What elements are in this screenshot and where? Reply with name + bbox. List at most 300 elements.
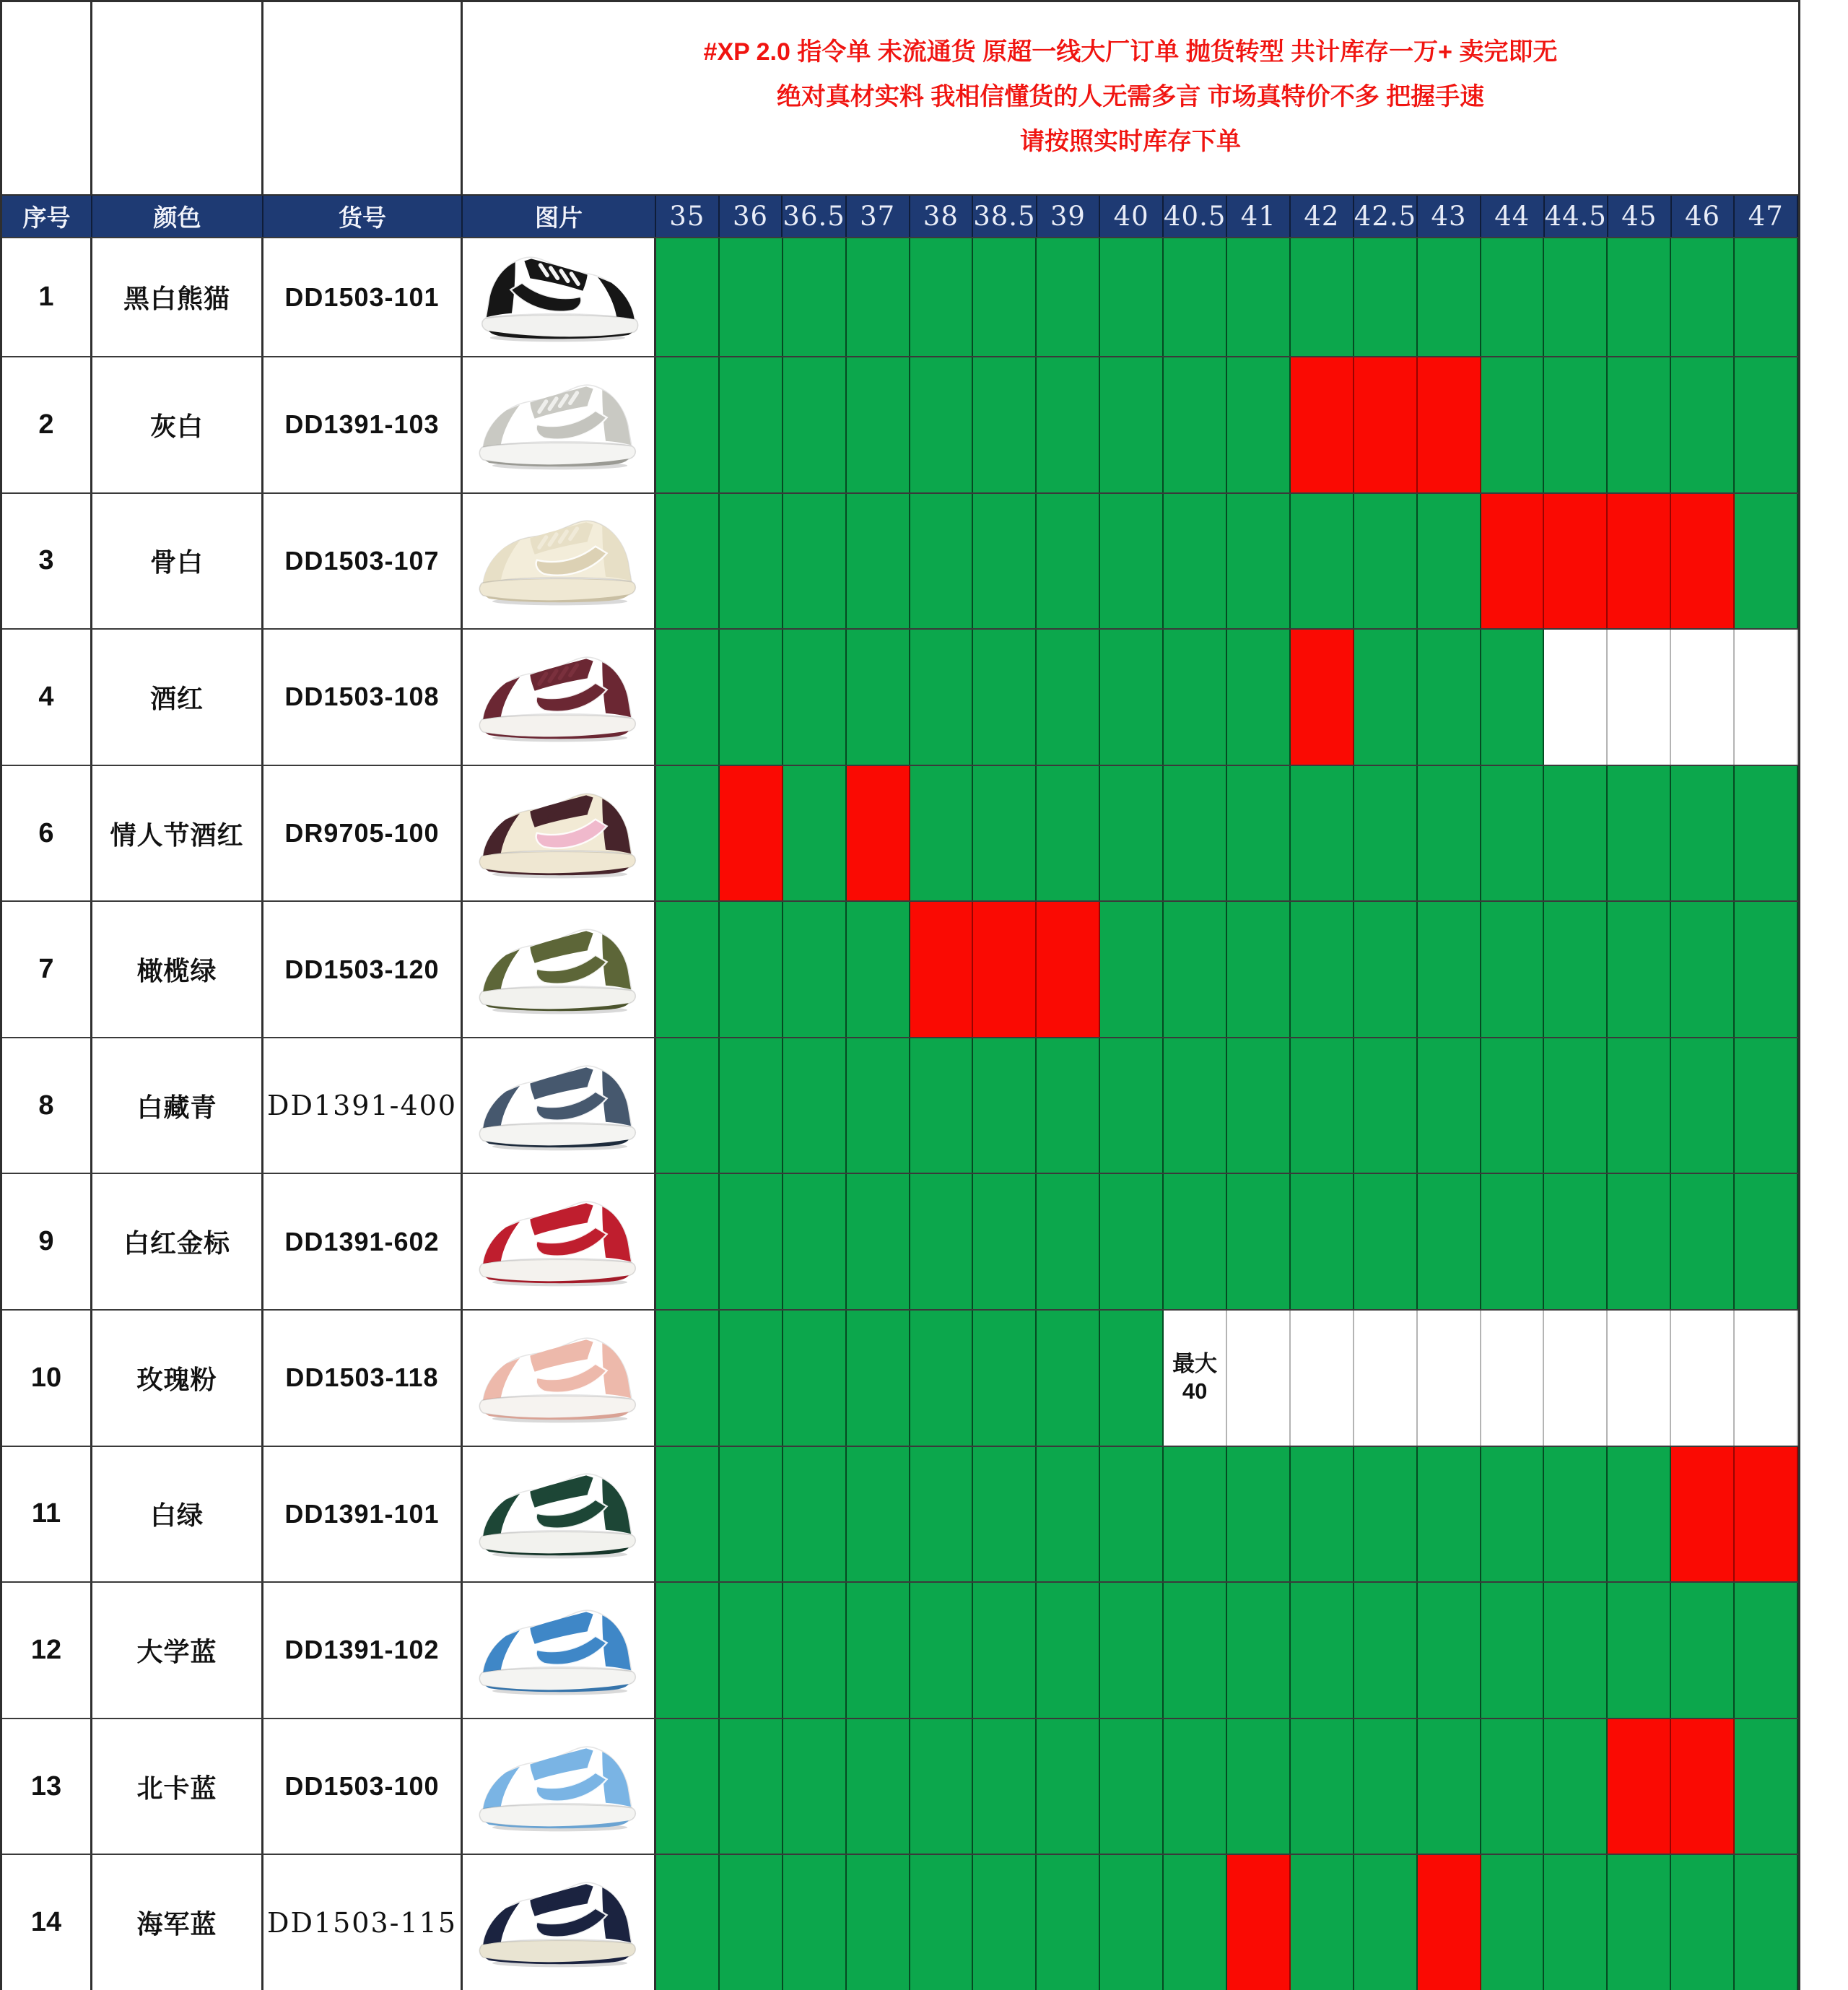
stock-cell-size-36.5 — [783, 1311, 847, 1446]
stock-cell-size-40.5 — [1164, 1311, 1227, 1446]
stock-cell-size-43 — [1418, 766, 1481, 901]
colorway-name-label: 海军蓝 — [136, 1909, 217, 1939]
stock-cell-size-36 — [720, 357, 783, 492]
stock-cell-size-43 — [1418, 630, 1481, 765]
stock-cell-size-45 — [1608, 1855, 1671, 1990]
colorway-name — [92, 766, 263, 901]
stock-cell-size-42 — [1291, 1311, 1354, 1446]
stock-cell-size-38.5 — [973, 1038, 1037, 1173]
sku-code — [263, 630, 463, 765]
table-row — [2, 765, 1798, 901]
stock-cell-size-39 — [1037, 494, 1100, 629]
colorway-name — [92, 1583, 263, 1718]
stock-cell-size-38 — [910, 357, 974, 492]
sku-code — [263, 1447, 463, 1582]
row-index — [2, 1038, 92, 1173]
sku-code — [263, 1038, 463, 1173]
stock-cell-size-42 — [1291, 1719, 1354, 1854]
stock-cell-size-40 — [1100, 1447, 1164, 1582]
shoe-image — [473, 1329, 645, 1427]
stock-cell-size-36 — [720, 1855, 783, 1990]
stock-cell-size-35 — [656, 630, 720, 765]
stock-cell-size-36.5 — [783, 766, 847, 901]
sku-code — [263, 1174, 463, 1309]
row-index-label: 1 — [38, 282, 54, 312]
colorway-name — [92, 494, 263, 629]
stock-cell-size-38 — [910, 238, 974, 356]
row-index — [2, 630, 92, 765]
stock-cell-size-40.5 — [1164, 1038, 1227, 1173]
stock-cell-size-46 — [1671, 1583, 1735, 1718]
stock-cell-size-47 — [1735, 1311, 1798, 1446]
stock-cell-size-35 — [656, 1174, 720, 1309]
stock-cell-size-42.5 — [1354, 902, 1418, 1037]
product-image-cell — [463, 1447, 656, 1582]
stock-cell-size-40.5 — [1164, 1583, 1227, 1718]
row-index-label: 10 — [30, 1362, 62, 1393]
colorway-name-label: 情人节酒红 — [110, 820, 244, 850]
colorway-name — [92, 1311, 263, 1446]
stock-cell-size-46 — [1671, 1719, 1735, 1854]
stock-cell-size-44.5 — [1544, 1311, 1608, 1446]
stock-cell-size-45 — [1608, 494, 1671, 629]
stock-cell-size-40.5 — [1164, 1719, 1227, 1854]
row-index-label: 8 — [38, 1090, 54, 1121]
table-row — [2, 237, 1798, 356]
stock-cell-size-37 — [847, 630, 910, 765]
table-row — [2, 1581, 1798, 1718]
stock-cell-size-37 — [847, 1447, 910, 1582]
stock-cell-size-44.5 — [1544, 902, 1608, 1037]
product-image-cell — [463, 357, 656, 492]
top-empty-cell-index — [2, 2, 92, 194]
stock-cell-size-42 — [1291, 902, 1354, 1037]
stock-cell-size-36 — [720, 630, 783, 765]
stock-cell-size-35 — [656, 902, 720, 1037]
size-column-header: 39 — [1037, 196, 1101, 237]
stock-cell-size-44 — [1481, 1038, 1545, 1173]
stock-cell-size-46 — [1671, 1174, 1735, 1309]
stock-cell-size-38 — [910, 1038, 974, 1173]
size-column-header: 44.5 — [1545, 196, 1608, 237]
stock-cell-size-41 — [1227, 1447, 1291, 1582]
stock-cell-size-38.5 — [973, 1583, 1037, 1718]
stock-cell-size-46 — [1671, 630, 1735, 765]
sku-code-label: DD1503-108 — [284, 682, 440, 712]
stock-cell-size-40 — [1100, 630, 1164, 765]
stock-cell-size-40.5 — [1164, 1855, 1227, 1990]
stock-cell-size-42.5 — [1354, 238, 1418, 356]
stock-cell-size-40 — [1100, 357, 1164, 492]
stock-cell-size-46 — [1671, 1855, 1735, 1990]
stock-cell-size-40.5 — [1164, 1447, 1227, 1582]
stock-cell-size-37 — [847, 1855, 910, 1990]
stock-cell-size-39 — [1037, 1855, 1100, 1990]
stock-cell-size-38 — [910, 766, 974, 901]
stock-cell-size-39 — [1037, 1583, 1100, 1718]
sku-code-label: DD1391-102 — [284, 1635, 440, 1665]
stock-cell-size-38.5 — [973, 766, 1037, 901]
shoe-image — [473, 1602, 645, 1699]
table-row — [2, 356, 1798, 492]
stock-cell-size-44.5 — [1544, 630, 1608, 765]
stock-cell-size-38.5 — [973, 1719, 1037, 1854]
shoe-image — [473, 1193, 645, 1290]
stock-cell-size-45 — [1608, 1174, 1671, 1309]
stock-cell-size-40 — [1100, 494, 1164, 629]
row-index — [2, 1311, 92, 1446]
stock-cell-size-41 — [1227, 1855, 1291, 1990]
stock-cell-size-38 — [910, 1583, 974, 1718]
size-column-header: 42.5 — [1354, 196, 1418, 237]
size-column-header: 47 — [1735, 196, 1798, 237]
row-index — [2, 1174, 92, 1309]
stock-cell-size-38 — [910, 1174, 974, 1309]
product-image-cell — [463, 1174, 656, 1309]
stock-cell-size-45 — [1608, 766, 1671, 901]
stock-cell-size-40.5 — [1164, 238, 1227, 356]
stock-cell-size-36.5 — [783, 1174, 847, 1309]
stock-cell-size-41 — [1227, 1719, 1291, 1854]
colorway-name — [92, 1855, 263, 1990]
size-column-header: 41 — [1227, 196, 1291, 237]
stock-cell-size-42.5 — [1354, 1855, 1418, 1990]
stock-cell-size-45 — [1608, 1719, 1671, 1854]
stock-cell-size-40.5 — [1164, 357, 1227, 492]
row-index — [2, 766, 92, 901]
stock-cell-size-47 — [1735, 1583, 1798, 1718]
colorway-name — [92, 1174, 263, 1309]
stock-cell-size-44 — [1481, 238, 1545, 356]
stock-cell-size-40 — [1100, 238, 1164, 356]
stock-cell-size-39 — [1037, 357, 1100, 492]
stock-cell-size-37 — [847, 1583, 910, 1718]
stock-cell-size-38.5 — [973, 238, 1037, 356]
size-column-header: 38 — [910, 196, 974, 237]
colorway-name-label: 黑白熊猫 — [123, 284, 230, 313]
top-empty-cell-sku — [263, 2, 463, 194]
stock-cell-size-44 — [1481, 902, 1545, 1037]
header-sku: 货号 — [263, 196, 463, 237]
stock-cell-size-38 — [910, 1719, 974, 1854]
size-column-header: 42 — [1291, 196, 1354, 237]
table-row — [2, 1446, 1798, 1582]
stock-cell-size-36 — [720, 1719, 783, 1854]
stock-cell-size-38 — [910, 1311, 974, 1446]
stock-cell-size-44.5 — [1544, 1447, 1608, 1582]
colorway-name — [92, 1719, 263, 1854]
stock-cell-size-41 — [1227, 766, 1291, 901]
colorway-name-label: 酒红 — [149, 683, 204, 713]
stock-cell-size-42 — [1291, 1174, 1354, 1309]
stock-cell-size-44 — [1481, 630, 1545, 765]
row-index — [2, 902, 92, 1037]
stock-cell-size-44.5 — [1544, 766, 1608, 901]
stock-cell-size-42.5 — [1354, 494, 1418, 629]
stock-cell-size-36 — [720, 902, 783, 1037]
stock-cell-size-47 — [1735, 1855, 1798, 1990]
stock-cell-size-44 — [1481, 1311, 1545, 1446]
stock-cell-size-38 — [910, 1447, 974, 1582]
stock-cell-size-41 — [1227, 1311, 1291, 1446]
stock-cell-size-44 — [1481, 357, 1545, 492]
stock-cell-size-39 — [1037, 1719, 1100, 1854]
product-image-cell — [463, 630, 656, 765]
stock-cell-size-37 — [847, 494, 910, 629]
stock-cell-size-40 — [1100, 902, 1164, 1037]
stock-cell-size-41 — [1227, 630, 1291, 765]
row-index-label: 2 — [38, 409, 54, 440]
stock-cell-size-43 — [1418, 1311, 1481, 1446]
stock-cell-size-38.5 — [973, 902, 1037, 1037]
table-row — [2, 1173, 1798, 1309]
stock-cell-size-42 — [1291, 238, 1354, 356]
size-column-header: 46 — [1672, 196, 1735, 237]
stock-cell-size-42 — [1291, 1855, 1354, 1990]
stock-cell-size-42 — [1291, 766, 1354, 901]
stock-cell-size-37 — [847, 357, 910, 492]
header-index: 序号 — [2, 196, 92, 237]
stock-cell-size-46 — [1671, 238, 1735, 356]
product-image-cell — [463, 1583, 656, 1718]
stock-cell-size-40.5 — [1164, 766, 1227, 901]
stock-cell-size-42.5 — [1354, 1038, 1418, 1173]
stock-cell-size-36 — [720, 766, 783, 901]
product-image-cell — [463, 766, 656, 901]
stock-cell-size-38.5 — [973, 1855, 1037, 1990]
colorway-name-label: 白绿 — [149, 1500, 204, 1531]
row-index — [2, 238, 92, 356]
stock-cell-size-41 — [1227, 357, 1291, 492]
stock-cell-size-43 — [1418, 238, 1481, 356]
stock-cell-size-47 — [1735, 1719, 1798, 1854]
stock-cell-size-42.5 — [1354, 1583, 1418, 1718]
product-image-cell — [463, 1855, 656, 1990]
stock-cell-size-36.5 — [783, 1038, 847, 1173]
size-column-header: 35 — [656, 196, 720, 237]
stock-cell-size-43 — [1418, 902, 1481, 1037]
product-image-cell — [463, 1719, 656, 1854]
row-index — [2, 494, 92, 629]
sku-code-label: DD1503-101 — [284, 282, 440, 312]
max-size-note-line1: 最大 — [1172, 1351, 1218, 1377]
stock-cell-size-40 — [1100, 1311, 1164, 1446]
row-index — [2, 1719, 92, 1854]
colorway-name-label: 玫瑰粉 — [136, 1364, 217, 1394]
colorway-name — [92, 357, 263, 492]
max-size-note-line2: 40 — [1182, 1378, 1208, 1404]
stock-cell-size-42.5 — [1354, 1311, 1418, 1446]
stock-cell-size-40.5 — [1164, 1174, 1227, 1309]
stock-cell-size-42.5 — [1354, 357, 1418, 492]
stock-cell-size-39 — [1037, 1311, 1100, 1446]
table-row — [2, 1309, 1798, 1446]
shoe-image — [473, 1057, 645, 1155]
row-index-label: 7 — [38, 954, 54, 985]
stock-cell-size-44 — [1481, 1447, 1545, 1582]
stock-cell-size-45 — [1608, 1583, 1671, 1718]
stock-cell-size-41 — [1227, 902, 1291, 1037]
notice-banner — [463, 2, 1798, 194]
colorway-name — [92, 630, 263, 765]
product-image-cell — [463, 1038, 656, 1173]
sku-code-label: DD1391-602 — [284, 1226, 440, 1256]
stock-cell-size-46 — [1671, 766, 1735, 901]
top-zone — [2, 2, 1798, 194]
stock-cell-size-47 — [1735, 1174, 1798, 1309]
stock-cell-size-44 — [1481, 494, 1545, 629]
row-index-label: 12 — [30, 1634, 62, 1665]
colorway-name-label: 北卡蓝 — [136, 1773, 217, 1803]
stock-cell-size-36.5 — [783, 1447, 847, 1582]
stock-cell-size-40 — [1100, 766, 1164, 901]
sku-code — [263, 1855, 463, 1990]
product-image-cell — [463, 238, 656, 356]
stock-cell-size-47 — [1735, 1447, 1798, 1582]
stock-cell-size-42.5 — [1354, 766, 1418, 901]
stock-cell-size-38.5 — [973, 1311, 1037, 1446]
stock-cell-size-37 — [847, 1311, 910, 1446]
stock-cell-size-36.5 — [783, 1583, 847, 1718]
stock-cell-size-42 — [1291, 357, 1354, 492]
stock-cell-size-35 — [656, 1855, 720, 1990]
sku-code — [263, 1583, 463, 1718]
stock-cell-size-47 — [1735, 630, 1798, 765]
stock-cell-size-38 — [910, 630, 974, 765]
stock-cell-size-36 — [720, 1038, 783, 1173]
stock-cell-size-35 — [656, 357, 720, 492]
stock-cell-size-43 — [1418, 1583, 1481, 1718]
stock-cell-size-36 — [720, 1583, 783, 1718]
stock-cell-size-46 — [1671, 1038, 1735, 1173]
size-column-header: 45 — [1608, 196, 1672, 237]
stock-cell-size-46 — [1671, 357, 1735, 492]
shoe-image — [473, 512, 645, 609]
colorway-name-label: 灰白 — [149, 411, 204, 441]
colorway-name — [92, 1447, 263, 1582]
stock-cell-size-44.5 — [1544, 494, 1608, 629]
stock-cell-size-45 — [1608, 630, 1671, 765]
stock-cell-size-36 — [720, 1174, 783, 1309]
stock-cell-size-42 — [1291, 1038, 1354, 1173]
stock-cell-size-39 — [1037, 238, 1100, 356]
stock-cell-size-35 — [656, 1038, 720, 1173]
stock-cell-size-42.5 — [1354, 630, 1418, 765]
stock-cell-size-36.5 — [783, 1719, 847, 1854]
row-index-label: 9 — [38, 1226, 54, 1257]
stock-cell-size-47 — [1735, 766, 1798, 901]
sku-code-label: DD1391-101 — [284, 1498, 440, 1529]
row-index — [2, 1855, 92, 1990]
table-row — [2, 1718, 1798, 1854]
stock-cell-size-47 — [1735, 494, 1798, 629]
stock-cell-size-36.5 — [783, 902, 847, 1037]
colorway-name — [92, 1038, 263, 1173]
colorway-name-label: 白红金标 — [123, 1228, 230, 1259]
stock-cell-size-44.5 — [1544, 1583, 1608, 1718]
stock-cell-size-43 — [1418, 1855, 1481, 1990]
stock-cell-size-40.5 — [1164, 902, 1227, 1037]
stock-cell-size-37 — [847, 238, 910, 356]
stock-cell-size-45 — [1608, 1447, 1671, 1582]
row-index — [2, 357, 92, 492]
page-right-margin — [1800, 0, 1848, 1990]
stock-cell-size-45 — [1608, 357, 1671, 492]
stock-cell-size-41 — [1227, 494, 1291, 629]
table-row — [2, 1037, 1798, 1173]
colorway-name-label: 骨白 — [149, 547, 204, 578]
stock-cell-size-43 — [1418, 1447, 1481, 1582]
stock-cell-size-40.5 — [1164, 630, 1227, 765]
stock-cell-size-36.5 — [783, 494, 847, 629]
stock-cell-size-44 — [1481, 766, 1545, 901]
stock-cell-size-36 — [720, 1311, 783, 1446]
stock-cell-size-42 — [1291, 1447, 1354, 1582]
shoe-image — [473, 1874, 645, 1971]
stock-cell-size-41 — [1227, 1038, 1291, 1173]
colorway-name-label: 大学蓝 — [136, 1636, 217, 1667]
sku-code — [263, 1311, 463, 1446]
stock-cell-size-42.5 — [1354, 1174, 1418, 1309]
stock-cell-size-39 — [1037, 902, 1100, 1037]
sku-code-label: DD1391-400 — [266, 1090, 457, 1122]
stock-cell-size-44.5 — [1544, 1855, 1608, 1990]
size-column-header: 40.5 — [1164, 196, 1227, 237]
row-index-label: 3 — [38, 545, 54, 576]
stock-cell-size-45 — [1608, 902, 1671, 1037]
shoe-image — [473, 248, 645, 346]
stock-cell-size-40 — [1100, 1583, 1164, 1718]
stock-cell-size-38.5 — [973, 494, 1037, 629]
stock-cell-size-36.5 — [783, 630, 847, 765]
stock-cell-size-35 — [656, 766, 720, 901]
notice-line-1: #XP 2.0 指令单 未流通货 原超一线大厂订单 抛货转型 共计库存一万+ 卖完即无 — [703, 38, 1558, 66]
stock-cell-size-45 — [1608, 238, 1671, 356]
shoe-image — [473, 1738, 645, 1835]
shoe-image — [473, 1465, 645, 1563]
stock-cell-size-35 — [656, 1583, 720, 1718]
stock-cell-size-38 — [910, 494, 974, 629]
sku-code-label: DR9705-100 — [284, 818, 440, 848]
stock-cell-size-38.5 — [973, 1447, 1037, 1582]
table-row — [2, 628, 1798, 765]
stock-cell-size-43 — [1418, 1174, 1481, 1309]
stock-cell-size-38 — [910, 902, 974, 1037]
stock-cell-size-44.5 — [1544, 1174, 1608, 1309]
stock-cell-size-35 — [656, 494, 720, 629]
stock-cell-size-37 — [847, 902, 910, 1037]
stock-cell-size-44 — [1481, 1583, 1545, 1718]
size-column-header: 36 — [720, 196, 783, 237]
stock-cell-size-39 — [1037, 766, 1100, 901]
colorway-name — [92, 238, 263, 356]
colorway-name — [92, 902, 263, 1037]
stock-cell-size-43 — [1418, 1038, 1481, 1173]
size-column-header: 36.5 — [783, 196, 846, 237]
sku-code — [263, 766, 463, 901]
stock-cell-size-42 — [1291, 1583, 1354, 1718]
product-image-cell — [463, 902, 656, 1037]
stock-cell-size-37 — [847, 766, 910, 901]
row-index — [2, 1447, 92, 1582]
stock-cell-size-36 — [720, 238, 783, 356]
stock-cell-size-46 — [1671, 1311, 1735, 1446]
stock-cell-size-38.5 — [973, 630, 1037, 765]
row-index-label: 14 — [30, 1907, 62, 1938]
stock-cell-size-41 — [1227, 1583, 1291, 1718]
stock-cell-size-37 — [847, 1174, 910, 1309]
stock-cell-size-44.5 — [1544, 1038, 1608, 1173]
